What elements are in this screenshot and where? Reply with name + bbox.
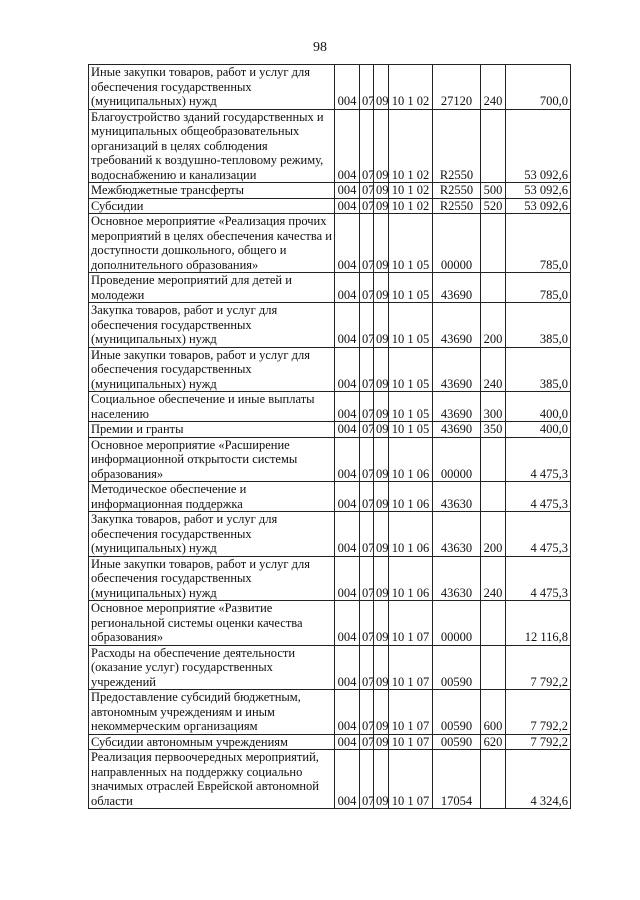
code-rz: 07 [360,690,374,735]
code-program [389,437,433,482]
code-program-part-1: 10 [391,332,405,346]
row-name: Расходы на обеспечение деятельности (оказание услуг) государственных учреждений [89,645,335,690]
code-direction: 43630 [433,482,481,512]
table-row [89,601,571,646]
code-gr: 004 [335,482,360,512]
code-program-part-2: 1 [407,94,414,108]
amount: 785,0 [506,273,571,303]
code-program-part-2: 1 [407,376,414,391]
code-gr: 004 [335,690,360,735]
amount: 7 792,2 [506,734,571,750]
amount: 4 475,3 [506,512,571,557]
code-program-part-1: 10 [391,541,405,555]
code-pr: 09 [374,690,389,735]
code-program-part-2: 1 [407,167,414,182]
code-program-part-1: 10 [391,496,405,511]
row-name: Субсидии автономным учреждениям [89,734,335,750]
code-program-part-3: 05 [416,287,430,302]
code-gr: 004 [335,556,360,601]
code-vr [481,109,506,183]
code-gr: 004 [335,422,360,438]
code-gr: 004 [335,512,360,557]
code-direction: 27120 [433,65,481,110]
code-vr: 200 [481,303,506,348]
code-direction: 00000 [433,214,481,273]
code-program-part-3: 05 [416,332,430,346]
code-rz: 07 [360,750,374,809]
amount: 700,0 [506,65,571,110]
code-vr [481,645,506,690]
amount: 785,0 [506,214,571,273]
code-pr: 09 [374,556,389,601]
code-pr: 09 [374,303,389,348]
code-program [389,556,433,601]
code-direction: 43690 [433,347,481,392]
table-row [89,482,571,512]
code-program-part-2: 1 [407,719,414,733]
table-row [89,645,571,690]
code-program-part-2: 1 [407,674,414,689]
code-gr: 004 [335,734,360,750]
code-program-part-3: 07 [416,793,430,808]
code-pr: 09 [374,437,389,482]
code-program-part-2: 1 [407,198,414,213]
code-program-part-2: 1 [407,541,414,555]
code-rz: 07 [360,65,374,110]
code-rz: 07 [360,601,374,646]
code-program [389,109,433,183]
amount: 400,0 [506,422,571,438]
table-row [89,734,571,750]
code-vr [481,601,506,646]
row-name: Основное мероприятие «Реализация прочих мероприятий в целях обеспечения качества и доступности дошкольного, общего и дополнительного образования» [89,214,335,273]
amount: 53 092,6 [506,183,571,199]
amount: 400,0 [506,392,571,422]
amount: 53 092,6 [506,198,571,214]
code-program [389,392,433,422]
table-row [89,347,571,392]
amount: 12 116,8 [506,601,571,646]
row-name: Основное мероприятие «Развитие региональной системы оценки качества образования» [89,601,335,646]
code-rz: 07 [360,422,374,438]
code-program-part-1: 10 [391,406,405,421]
table-row [89,512,571,557]
code-program-part-2: 1 [407,332,414,346]
row-name: Благоустройство зданий государственных и муниципальных общеобразовательных организаций в целях соблюдения требований к воздушно-тепловому режиму, водоснабжению и канализации [89,109,335,183]
row-name: Закупка товаров, работ и услуг для обеспечения государственных (муниципальных) нужд [89,512,335,557]
code-direction: 43690 [433,273,481,303]
code-program-part-1: 10 [391,183,405,197]
code-vr [481,214,506,273]
code-direction: R2550 [433,183,481,199]
code-direction: 43690 [433,303,481,348]
table-row [89,109,571,183]
code-gr: 004 [335,750,360,809]
code-program-part-1: 10 [391,198,405,213]
code-rz: 07 [360,273,374,303]
code-gr: 004 [335,601,360,646]
code-program-part-3: 05 [416,257,430,272]
code-program-part-1: 10 [391,793,405,808]
code-rz: 07 [360,214,374,273]
code-vr: 620 [481,734,506,750]
amount: 385,0 [506,347,571,392]
code-vr [481,437,506,482]
code-program-part-3: 05 [416,376,430,391]
code-program-part-3: 07 [416,734,430,749]
code-program-part-1: 10 [391,167,405,182]
amount: 53 092,6 [506,109,571,183]
code-program-part-2: 1 [407,287,414,302]
table-row [89,690,571,735]
amount: 4 475,3 [506,556,571,601]
code-program-part-3: 05 [416,406,430,421]
code-rz: 07 [360,512,374,557]
code-rz: 07 [360,303,374,348]
code-program-part-3: 06 [416,466,430,481]
code-program-part-2: 1 [407,466,414,481]
row-name: Иные закупки товаров, работ и услуг для обеспечения государственных (муниципальных) нужд [89,347,335,392]
code-program-part-1: 10 [391,287,405,302]
code-pr: 09 [374,65,389,110]
budget-table [88,64,571,809]
code-pr: 09 [374,183,389,199]
code-pr: 09 [374,392,389,422]
code-program-part-2: 1 [407,496,414,511]
table-row [89,273,571,303]
code-rz: 07 [360,482,374,512]
code-gr: 004 [335,109,360,183]
code-gr: 004 [335,645,360,690]
table-row [89,750,571,809]
code-program [389,601,433,646]
code-program [389,645,433,690]
code-program-part-1: 10 [391,734,405,749]
table-row [89,437,571,482]
table-row [89,183,571,199]
code-program-part-3: 06 [416,585,430,600]
code-program-part-1: 10 [391,422,405,436]
code-program [389,347,433,392]
code-program [389,183,433,199]
code-direction: 00590 [433,690,481,735]
table-row [89,214,571,273]
table-row [89,556,571,601]
code-program-part-1: 10 [391,674,405,689]
code-gr: 004 [335,303,360,348]
table-row [89,392,571,422]
table-row [89,303,571,348]
row-name: Иные закупки товаров, работ и услуг для обеспечения государственных (муниципальных) нужд [89,65,335,110]
code-program [389,65,433,110]
row-name: Межбюджетные трансферты [89,183,335,199]
code-program-part-2: 1 [407,734,414,749]
code-program-part-3: 02 [416,94,430,108]
code-gr: 004 [335,347,360,392]
code-direction: 00590 [433,645,481,690]
code-program [389,198,433,214]
amount: 4 475,3 [506,482,571,512]
code-rz: 07 [360,109,374,183]
code-program-part-2: 1 [407,406,414,421]
code-direction: R2550 [433,198,481,214]
code-program-part-2: 1 [407,257,414,272]
code-vr: 200 [481,512,506,557]
code-program-part-3: 02 [416,198,430,213]
row-name: Основное мероприятие «Расширение информационной открытости системы образования» [89,437,335,482]
code-vr [481,273,506,303]
code-program-part-2: 1 [407,793,414,808]
code-program-part-3: 07 [416,719,430,733]
code-rz: 07 [360,347,374,392]
row-name: Проведение мероприятий для детей и молодежи [89,273,335,303]
code-program-part-2: 1 [407,585,414,600]
code-program-part-1: 10 [391,630,405,644]
code-direction: 00000 [433,437,481,482]
code-program-part-3: 06 [416,496,430,511]
code-rz: 07 [360,183,374,199]
code-program [389,422,433,438]
code-pr: 09 [374,198,389,214]
code-gr: 004 [335,183,360,199]
code-pr: 09 [374,214,389,273]
code-gr: 004 [335,437,360,482]
code-vr: 240 [481,556,506,601]
code-program-part-1: 10 [391,585,405,600]
table-body [89,65,571,809]
code-program-part-3: 06 [416,541,430,555]
code-program-part-1: 10 [391,376,405,391]
code-rz: 07 [360,198,374,214]
code-pr: 09 [374,601,389,646]
code-gr: 004 [335,214,360,273]
code-gr: 004 [335,65,360,110]
code-direction: 17054 [433,750,481,809]
code-program-part-3: 02 [416,183,430,197]
code-program-part-2: 1 [407,630,414,644]
code-program [389,750,433,809]
code-program-part-3: 07 [416,630,430,644]
code-direction: 43690 [433,392,481,422]
code-program-part-3: 07 [416,674,430,689]
code-pr: 09 [374,273,389,303]
row-name: Закупка товаров, работ и услуг для обеспечения государственных (муниципальных) нужд [89,303,335,348]
row-name: Субсидии [89,198,335,214]
code-program-part-3: 02 [416,167,430,182]
code-program-part-2: 1 [407,422,414,436]
code-pr: 09 [374,482,389,512]
row-name: Премии и гранты [89,422,335,438]
code-pr: 09 [374,347,389,392]
code-vr [481,482,506,512]
code-vr: 300 [481,392,506,422]
code-direction: 43690 [433,422,481,438]
amount: 7 792,2 [506,690,571,735]
code-direction: 43630 [433,556,481,601]
code-pr: 09 [374,422,389,438]
row-name: Социальное обеспечение и иные выплаты населению [89,392,335,422]
code-program [389,273,433,303]
code-program-part-1: 10 [391,257,405,272]
code-vr: 500 [481,183,506,199]
code-vr: 350 [481,422,506,438]
code-pr: 09 [374,734,389,750]
page-number: 98 [313,40,327,55]
code-rz: 07 [360,437,374,482]
code-pr: 09 [374,645,389,690]
code-rz: 07 [360,645,374,690]
code-pr: 09 [374,512,389,557]
table-row [89,198,571,214]
code-program-part-1: 10 [391,466,405,481]
code-rz: 07 [360,392,374,422]
code-program [389,303,433,348]
code-gr: 004 [335,198,360,214]
code-program-part-1: 10 [391,94,405,108]
code-direction: R2550 [433,109,481,183]
code-direction: 00590 [433,734,481,750]
code-direction: 43630 [433,512,481,557]
code-vr: 600 [481,690,506,735]
code-program [389,690,433,735]
code-program [389,512,433,557]
code-rz: 07 [360,556,374,601]
code-pr: 09 [374,750,389,809]
code-vr: 520 [481,198,506,214]
code-rz: 07 [360,734,374,750]
amount: 385,0 [506,303,571,348]
row-name: Методическое обеспечение и информационная поддержка [89,482,335,512]
code-vr: 240 [481,347,506,392]
code-vr [481,750,506,809]
row-name: Реализация первоочередных мероприятий, направленных на поддержку социально значимых отраслей Еврейской автономной области [89,750,335,809]
amount: 4 475,3 [506,437,571,482]
code-pr: 09 [374,109,389,183]
code-program-part-3: 05 [416,422,430,436]
table-row [89,65,571,110]
code-vr: 240 [481,65,506,110]
code-program-part-1: 10 [391,719,405,733]
code-gr: 004 [335,273,360,303]
row-name: Иные закупки товаров, работ и услуг для обеспечения государственных (муниципальных) нужд [89,556,335,601]
code-gr: 004 [335,392,360,422]
amount: 7 792,2 [506,645,571,690]
amount: 4 324,6 [506,750,571,809]
code-direction: 00000 [433,601,481,646]
code-program [389,734,433,750]
code-program [389,214,433,273]
table-row [89,422,571,438]
code-program-part-2: 1 [407,183,414,197]
row-name: Предоставление субсидий бюджетным, автономным учреждениям и иным некоммерческим организациям [89,690,335,735]
code-program [389,482,433,512]
